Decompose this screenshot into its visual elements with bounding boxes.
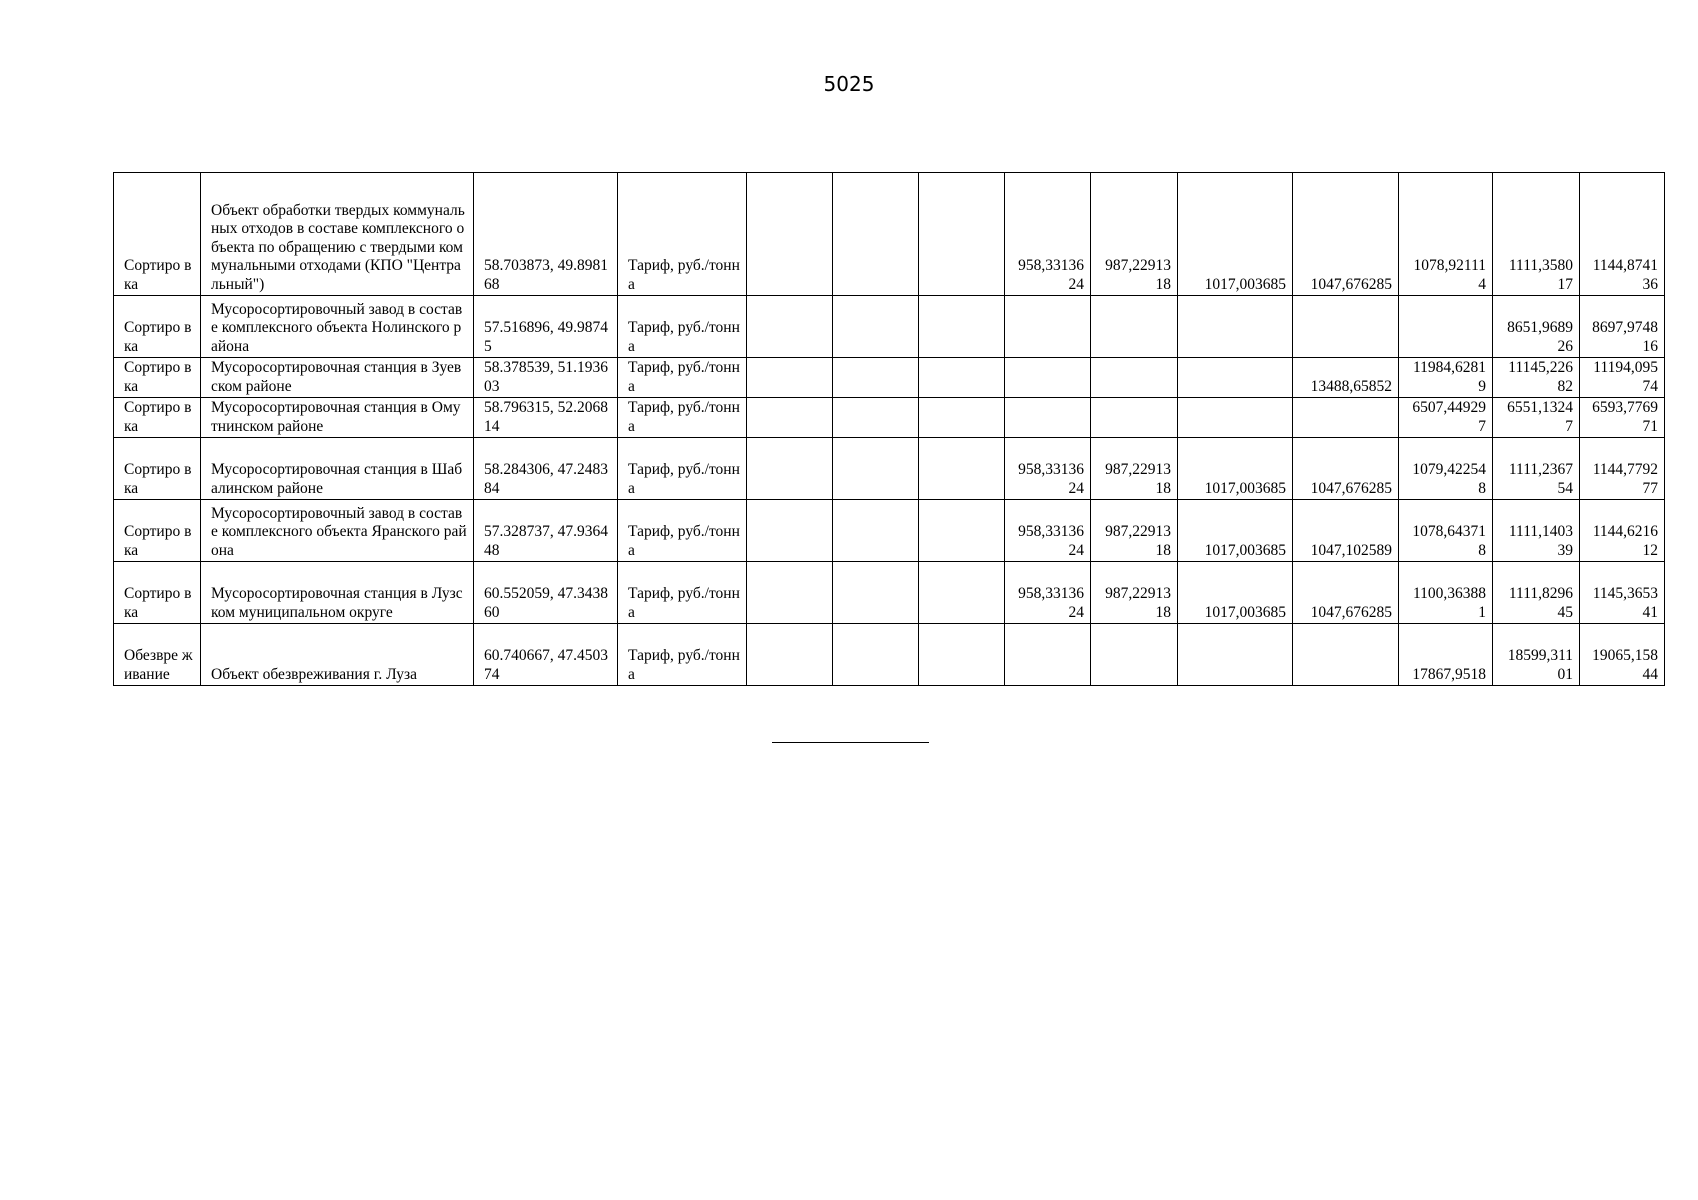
tariff-unit-cell: Тариф, руб./тонна bbox=[618, 398, 747, 438]
tariff-value-cell: 987,2291318 bbox=[1091, 438, 1178, 500]
tariff-value-cell: 8651,968926 bbox=[1493, 296, 1580, 358]
facility-name-cell: Объект обработки твердых коммунальных отходов в составе комплексного объекта по обращению с твердыми коммунальными отходами (КПО "Центральный") bbox=[201, 173, 474, 296]
tariff-value-cell bbox=[1178, 296, 1293, 358]
tariff-value-cell: 1017,003685 bbox=[1178, 500, 1293, 562]
tariff-value-cell bbox=[833, 296, 919, 358]
tariff-value-cell: 11194,09574 bbox=[1580, 358, 1665, 398]
facility-name-cell: Мусоросортировочный завод в составе комплексного объекта Яранского района bbox=[201, 500, 474, 562]
tariff-value-cell: 958,3313624 bbox=[1005, 173, 1091, 296]
coordinates-cell: 58.703873, 49.898168 bbox=[474, 173, 618, 296]
tariff-unit-cell: Тариф, руб./тонна bbox=[618, 438, 747, 500]
tariff-value-cell bbox=[833, 438, 919, 500]
tariff-value-cell bbox=[1005, 624, 1091, 686]
tariff-value-cell bbox=[919, 173, 1005, 296]
tariff-value-cell: 6507,449297 bbox=[1399, 398, 1493, 438]
tariff-value-cell bbox=[919, 624, 1005, 686]
tariff-value-cell: 11145,22682 bbox=[1493, 358, 1580, 398]
tariff-value-cell: 987,2291318 bbox=[1091, 500, 1178, 562]
tariff-value-cell bbox=[833, 562, 919, 624]
tariff-value-cell: 6593,776971 bbox=[1580, 398, 1665, 438]
table-row bbox=[114, 624, 1665, 686]
tariff-value-cell: 1047,102589 bbox=[1293, 500, 1399, 562]
tariff-value-cell bbox=[747, 358, 833, 398]
tariff-value-cell bbox=[1005, 398, 1091, 438]
table-row bbox=[114, 173, 1665, 296]
operation-type-cell: Обезвре живание bbox=[114, 624, 201, 686]
tariff-value-cell: 958,3313624 bbox=[1005, 500, 1091, 562]
tariff-value-cell: 1144,779277 bbox=[1580, 438, 1665, 500]
tariff-value-cell bbox=[747, 562, 833, 624]
tariff-value-cell: 1047,676285 bbox=[1293, 173, 1399, 296]
tariff-value-cell bbox=[1005, 358, 1091, 398]
tariff-value-cell bbox=[833, 500, 919, 562]
tariff-value-cell bbox=[1091, 398, 1178, 438]
tariff-value-cell: 1017,003685 bbox=[1178, 438, 1293, 500]
coordinates-cell: 58.796315, 52.206814 bbox=[474, 398, 618, 438]
tariff-value-cell: 987,2291318 bbox=[1091, 562, 1178, 624]
tariff-value-cell: 1017,003685 bbox=[1178, 173, 1293, 296]
tariff-value-cell bbox=[1178, 398, 1293, 438]
table-row bbox=[114, 500, 1665, 562]
tariff-value-cell bbox=[1293, 398, 1399, 438]
coordinates-cell: 58.284306, 47.248384 bbox=[474, 438, 618, 500]
tariff-value-cell: 6551,13247 bbox=[1493, 398, 1580, 438]
table-body bbox=[114, 173, 1665, 686]
tariff-value-cell bbox=[833, 358, 919, 398]
tariff-value-cell bbox=[919, 500, 1005, 562]
tariff-value-cell: 958,3313624 bbox=[1005, 562, 1091, 624]
tariff-table bbox=[113, 172, 1665, 686]
tariff-value-cell bbox=[1293, 624, 1399, 686]
tariff-value-cell bbox=[919, 358, 1005, 398]
tariff-value-cell bbox=[1293, 296, 1399, 358]
tariff-value-cell: 1017,003685 bbox=[1178, 562, 1293, 624]
tariff-unit-cell: Тариф, руб./тонна bbox=[618, 500, 747, 562]
facility-name-cell: Объект обезвреживания г. Луза bbox=[201, 624, 474, 686]
tariff-value-cell bbox=[1091, 358, 1178, 398]
tariff-value-cell: 958,3313624 bbox=[1005, 438, 1091, 500]
tariff-value-cell bbox=[1178, 624, 1293, 686]
facility-name-cell: Мусоросортировочный завод в составе комплексного объекта Нолинского района bbox=[201, 296, 474, 358]
facility-name-cell: Мусоросортировочная станция в Лузском муниципальном округе bbox=[201, 562, 474, 624]
tariff-value-cell: 1047,676285 bbox=[1293, 438, 1399, 500]
tariff-unit-cell: Тариф, руб./тонна bbox=[618, 296, 747, 358]
table-row bbox=[114, 562, 1665, 624]
tariff-value-cell: 11984,62819 bbox=[1399, 358, 1493, 398]
operation-type-cell: Сортиро вка bbox=[114, 562, 201, 624]
tariff-value-cell bbox=[747, 500, 833, 562]
coordinates-cell: 57.328737, 47.936448 bbox=[474, 500, 618, 562]
tariff-value-cell: 1079,422548 bbox=[1399, 438, 1493, 500]
coordinates-cell: 60.740667, 47.450374 bbox=[474, 624, 618, 686]
tariff-value-cell bbox=[747, 398, 833, 438]
tariff-value-cell bbox=[919, 398, 1005, 438]
tariff-unit-cell: Тариф, руб./тонна bbox=[618, 173, 747, 296]
tariff-value-cell: 1144,874136 bbox=[1580, 173, 1665, 296]
tariff-value-cell: 1078,643718 bbox=[1399, 500, 1493, 562]
tariff-value-cell bbox=[747, 438, 833, 500]
tariff-value-cell: 18599,31101 bbox=[1493, 624, 1580, 686]
tariff-unit-cell: Тариф, руб./тонна bbox=[618, 562, 747, 624]
tariff-value-cell bbox=[747, 173, 833, 296]
facility-name-cell: Мусоросортировочная станция в Шабалинском районе bbox=[201, 438, 474, 500]
tariff-value-cell bbox=[833, 398, 919, 438]
operation-type-cell: Сортиро вка bbox=[114, 438, 201, 500]
tariff-value-cell bbox=[919, 438, 1005, 500]
tariff-value-cell bbox=[747, 296, 833, 358]
tariff-value-cell bbox=[1399, 296, 1493, 358]
tariff-value-cell bbox=[1005, 296, 1091, 358]
tariff-unit-cell: Тариф, руб./тонна bbox=[618, 358, 747, 398]
tariff-value-cell: 1100,363881 bbox=[1399, 562, 1493, 624]
coordinates-cell: 57.516896, 49.98745 bbox=[474, 296, 618, 358]
tariff-value-cell bbox=[1091, 296, 1178, 358]
coordinates-cell: 60.552059, 47.343860 bbox=[474, 562, 618, 624]
operation-type-cell: Сортиро вка bbox=[114, 398, 201, 438]
tariff-value-cell: 987,2291318 bbox=[1091, 173, 1178, 296]
operation-type-cell: Сортиро вка bbox=[114, 173, 201, 296]
tariff-value-cell: 1047,676285 bbox=[1293, 562, 1399, 624]
tariff-value-cell bbox=[919, 562, 1005, 624]
tariff-value-cell: 1111,140339 bbox=[1493, 500, 1580, 562]
tariff-value-cell: 19065,15844 bbox=[1580, 624, 1665, 686]
operation-type-cell: Сортиро вка bbox=[114, 296, 201, 358]
operation-type-cell: Сортиро вка bbox=[114, 500, 201, 562]
table-row bbox=[114, 358, 1665, 398]
tariff-value-cell bbox=[833, 173, 919, 296]
tariff-value-cell bbox=[1178, 358, 1293, 398]
facility-name-cell: Мусоросортировочная станция в Омутнинском районе bbox=[201, 398, 474, 438]
tariff-value-cell bbox=[1091, 624, 1178, 686]
tariff-value-cell: 1078,921114 bbox=[1399, 173, 1493, 296]
tariff-value-cell: 8697,974816 bbox=[1580, 296, 1665, 358]
tariff-value-cell: 13488,65852 bbox=[1293, 358, 1399, 398]
table-row bbox=[114, 296, 1665, 358]
page-number: 5025 bbox=[823, 72, 875, 96]
tariff-value-cell bbox=[919, 296, 1005, 358]
tariff-unit-cell: Тариф, руб./тонна bbox=[618, 624, 747, 686]
tariff-value-cell: 1144,621612 bbox=[1580, 500, 1665, 562]
tariff-value-cell: 17867,9518 bbox=[1399, 624, 1493, 686]
coordinates-cell: 58.378539, 51.193603 bbox=[474, 358, 618, 398]
tariff-value-cell: 1111,829645 bbox=[1493, 562, 1580, 624]
operation-type-cell: Сортиро вка bbox=[114, 358, 201, 398]
end-rule bbox=[772, 742, 929, 743]
table-row bbox=[114, 398, 1665, 438]
facility-name-cell: Мусоросортировочная станция в Зуевском районе bbox=[201, 358, 474, 398]
tariff-value-cell: 1111,358017 bbox=[1493, 173, 1580, 296]
tariff-value-cell bbox=[833, 624, 919, 686]
tariff-value-cell bbox=[747, 624, 833, 686]
tariff-value-cell: 1111,236754 bbox=[1493, 438, 1580, 500]
table-row bbox=[114, 438, 1665, 500]
tariff-value-cell: 1145,365341 bbox=[1580, 562, 1665, 624]
